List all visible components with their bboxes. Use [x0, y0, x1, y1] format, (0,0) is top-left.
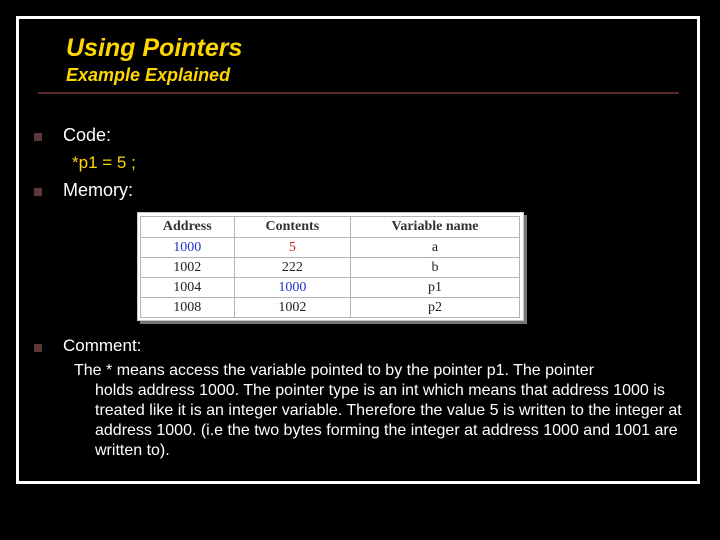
- bullet-square-icon: [34, 133, 42, 141]
- title-divider: [38, 92, 679, 94]
- memory-table: [140, 216, 520, 318]
- cell-contents: 5: [234, 238, 350, 258]
- table-header-row: [141, 217, 520, 238]
- cell-contents: 1000: [234, 278, 350, 298]
- slide-title: Using Pointers: [66, 34, 243, 62]
- cell-address: 1000: [141, 238, 235, 258]
- comment-label: Comment:: [63, 336, 142, 355]
- comment-continuation: holds address 1000. The pointer type is an int which means that address 1000 is treated like it is an integer variable. Therefore the value 5 is written to the integer at address 1000. (i.e the two bytes forming the integer at address 1000 and 1001 are written to).: [95, 382, 682, 459]
- table-row: [141, 298, 520, 318]
- slide-subtitle: Example Explained: [66, 65, 231, 85]
- cell-variable: a: [351, 238, 520, 258]
- memory-table-container: [137, 212, 524, 321]
- cell-address: 1004: [141, 278, 235, 298]
- header-address: Address: [141, 217, 235, 238]
- cell-variable: b: [351, 258, 520, 278]
- code-line: *p1 = 5 ;: [72, 153, 136, 172]
- comment-first-line: The * means access the variable pointed to by the pointer p1. The pointer: [74, 362, 595, 379]
- cell-contents: 1002: [234, 298, 350, 318]
- cell-contents: 222: [234, 258, 350, 278]
- code-label: Code:: [63, 125, 112, 145]
- comment-text: [74, 361, 694, 461]
- table-row: [141, 258, 520, 278]
- memory-label: Memory:: [63, 180, 134, 200]
- cell-variable: p2: [351, 298, 520, 318]
- header-contents: Contents: [234, 217, 350, 238]
- bullet-square-icon: [34, 188, 42, 196]
- header-variable-name: Variable name: [351, 217, 520, 238]
- table-row: [141, 278, 520, 298]
- bullet-square-icon: [34, 344, 42, 352]
- table-row: [141, 238, 520, 258]
- cell-address: 1008: [141, 298, 235, 318]
- cell-variable: p1: [351, 278, 520, 298]
- cell-address: 1002: [141, 258, 235, 278]
